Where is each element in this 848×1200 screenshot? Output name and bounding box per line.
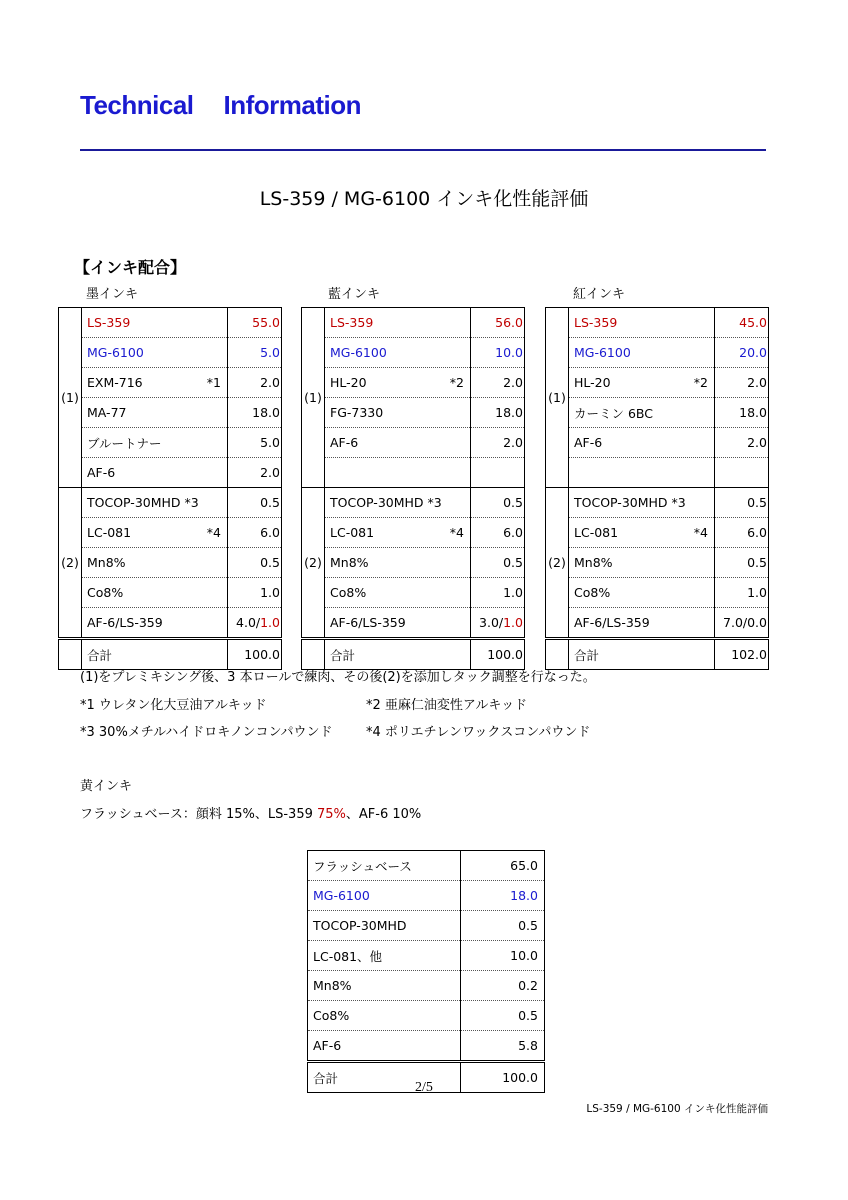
ingredient-cell <box>82 548 228 578</box>
group-label: (2) <box>302 488 325 639</box>
ingredient-value: 1.0 <box>471 578 525 608</box>
footnote-mark: *1 <box>206 375 221 390</box>
yellow-desc-highlight: 75% <box>317 807 346 822</box>
table-row <box>59 578 282 608</box>
ink-title-indigo: 藍インキ <box>328 287 381 302</box>
ingredient-value: 2.0 <box>715 428 769 458</box>
table-row <box>546 518 769 548</box>
group-label: (1) <box>59 308 82 488</box>
ingredient-name: Co8% <box>574 585 611 600</box>
ingredient-name: AF-6 <box>574 435 603 450</box>
footnote-mark: *4 <box>206 525 221 540</box>
total-row <box>546 639 769 670</box>
table-row <box>308 881 545 911</box>
ingredient-name: Co8% <box>87 585 124 600</box>
ingredient-name: MG-6100 <box>87 345 144 360</box>
value-part-b: 1.0 <box>260 615 280 630</box>
ingredient-cell <box>325 308 471 338</box>
yellow-ink-title: 黄インキ <box>80 779 133 794</box>
ingredient-name: HL-20 <box>574 375 611 390</box>
ingredient-value: 0.5 <box>471 548 525 578</box>
table-row <box>308 971 545 1001</box>
table-row <box>308 1001 545 1031</box>
table-row <box>302 458 525 488</box>
table-row <box>546 548 769 578</box>
ingredient-cell <box>82 608 228 639</box>
total-row <box>59 639 282 670</box>
ingredient-cell <box>569 578 715 608</box>
ingredient-value <box>715 608 769 639</box>
ingredient-value: 45.0 <box>715 308 769 338</box>
ingredient-name: MG-6100 <box>308 881 461 911</box>
ingredient-name: MG-6100 <box>574 345 631 360</box>
table-row <box>302 578 525 608</box>
ingredient-value: 18.0 <box>228 398 282 428</box>
table-row <box>546 308 769 338</box>
group-label <box>59 639 82 670</box>
ingredient-cell <box>569 398 715 428</box>
ingredient-name: AF-6 <box>87 465 116 480</box>
table-row <box>302 518 525 548</box>
footnote-mark: *2 <box>449 375 464 390</box>
footnote-mark: *2 <box>693 375 708 390</box>
ingredient-cell <box>325 458 471 488</box>
ink-table-0 <box>58 307 282 670</box>
ingredient-name: カーミン 6BC <box>574 405 654 421</box>
ink-title-black: 墨インキ <box>86 287 139 302</box>
ingredient-value: 0.5 <box>461 1001 545 1031</box>
group-label <box>546 639 569 670</box>
ingredient-cell <box>569 428 715 458</box>
ingredient-value: 0.5 <box>461 911 545 941</box>
ingredient-value: 0.5 <box>228 488 282 518</box>
ingredient-name: FG-7330 <box>330 405 384 420</box>
table-row <box>546 428 769 458</box>
ingredient-cell <box>82 518 228 548</box>
ingredient-value: 5.0 <box>228 338 282 368</box>
ingredient-value <box>715 458 769 488</box>
ingredient-name: TOCOP-30MHD *3 <box>87 495 199 510</box>
ingredient-value: 0.5 <box>715 548 769 578</box>
ingredient-cell <box>82 488 228 518</box>
ingredient-cell <box>82 368 228 398</box>
table-row <box>546 488 769 518</box>
page-footer: LS-359 / MG-6100 インキ化性能評価 <box>586 1103 768 1115</box>
ingredient-value: 0.5 <box>228 548 282 578</box>
ingredient-name: AF-6 <box>308 1031 461 1062</box>
table-row <box>59 548 282 578</box>
table-row <box>546 578 769 608</box>
ingredient-value: 0.5 <box>715 488 769 518</box>
table-row <box>59 398 282 428</box>
ingredient-name: LS-359 <box>330 315 374 330</box>
ingredient-cell <box>569 338 715 368</box>
ingredient-cell <box>569 458 715 488</box>
table-row <box>59 428 282 458</box>
ingredient-name: Mn8% <box>330 555 369 570</box>
ingredient-cell <box>325 488 471 518</box>
total-value: 100.0 <box>228 639 282 670</box>
table-row <box>302 338 525 368</box>
group-label: (2) <box>546 488 569 639</box>
footnote-mark: *4 <box>693 525 708 540</box>
ingredient-value <box>228 608 282 639</box>
table-row <box>59 518 282 548</box>
total-value: 102.0 <box>715 639 769 670</box>
ingredient-value: 18.0 <box>471 398 525 428</box>
ingredient-value: 18.0 <box>715 398 769 428</box>
ingredient-name: TOCOP-30MHD *3 <box>330 495 442 510</box>
ingredient-value: 20.0 <box>715 338 769 368</box>
group-label: (1) <box>302 308 325 488</box>
header-word-information: Information <box>223 90 362 120</box>
ingredient-cell <box>82 308 228 338</box>
table-row <box>308 1031 545 1062</box>
ingredient-name: AF-6 <box>330 435 359 450</box>
ingredient-value: 65.0 <box>461 851 545 881</box>
ingredient-value: 5.8 <box>461 1031 545 1062</box>
ingredient-cell <box>82 458 228 488</box>
footnote-1: *1 ウレタン化大豆油アルキッド <box>80 698 267 713</box>
ingredient-cell <box>82 338 228 368</box>
yellow-ink-table <box>307 850 545 1093</box>
table-row <box>302 608 525 639</box>
ingredient-value: 56.0 <box>471 308 525 338</box>
ingredient-value: 1.0 <box>715 578 769 608</box>
ingredient-name: LC-081 <box>330 525 375 540</box>
ingredient-value: 0.2 <box>461 971 545 1001</box>
ingredient-cell <box>325 578 471 608</box>
ingredient-name: AF-6/LS-359 <box>574 615 650 630</box>
ingredient-cell <box>569 488 715 518</box>
total-value: 100.0 <box>471 639 525 670</box>
value-part-a: 4.0/ <box>236 615 261 630</box>
table-row <box>546 608 769 639</box>
ingredient-name: フラッシュベース <box>308 851 461 881</box>
ingredient-name: Mn8% <box>308 971 461 1001</box>
value-part-b: 1.0 <box>503 615 523 630</box>
ingredient-name: ブルートナー <box>87 435 162 451</box>
ingredient-name: LC-081 <box>574 525 619 540</box>
ingredient-cell <box>82 428 228 458</box>
footnote-4: *4 ポリエチレンワックスコンパウンド <box>366 725 591 740</box>
ingredient-value: 2.0 <box>471 368 525 398</box>
value-part-a: 3.0/ <box>479 615 504 630</box>
table-row <box>59 338 282 368</box>
ingredient-value: 0.5 <box>471 488 525 518</box>
ingredient-name: HL-20 <box>330 375 367 390</box>
ingredient-value <box>471 608 525 639</box>
total-label: 合計 <box>82 639 228 670</box>
header-rule <box>80 149 766 151</box>
table-row <box>59 458 282 488</box>
ink-table-1 <box>301 307 525 670</box>
ingredient-name: LS-359 <box>87 315 131 330</box>
ingredient-name: TOCOP-30MHD *3 <box>574 495 686 510</box>
ingredient-cell <box>569 548 715 578</box>
ingredient-name: Mn8% <box>87 555 126 570</box>
footnote-mark: *4 <box>449 525 464 540</box>
table-row <box>546 458 769 488</box>
ingredient-value: 10.0 <box>461 941 545 971</box>
total-row <box>302 639 525 670</box>
ingredient-name: EXM-716 <box>87 375 143 390</box>
table-row <box>59 368 282 398</box>
ingredient-value: 2.0 <box>228 368 282 398</box>
ingredient-value: 5.0 <box>228 428 282 458</box>
table-row <box>59 308 282 338</box>
section-heading: 【インキ配合】 <box>74 258 187 277</box>
ingredient-cell <box>82 398 228 428</box>
ingredient-cell <box>569 308 715 338</box>
table-row <box>302 398 525 428</box>
ingredient-name: Co8% <box>308 1001 461 1031</box>
ingredient-cell <box>325 518 471 548</box>
process-note: (1)をプレミキシング後、3 本ロールで練肉、その後(2)を添加しタック調整を行なった。 <box>80 670 596 685</box>
table-row <box>302 368 525 398</box>
table-row <box>308 911 545 941</box>
ingredient-value: 18.0 <box>461 881 545 911</box>
table-row <box>302 308 525 338</box>
page-number: 2/5 <box>415 1080 433 1095</box>
ingredient-name: LC-081、他 <box>308 941 461 971</box>
ingredient-cell <box>325 428 471 458</box>
ingredient-value <box>471 458 525 488</box>
total-label: 合計 <box>569 639 715 670</box>
ingredient-value: 10.0 <box>471 338 525 368</box>
ingredient-cell <box>325 608 471 639</box>
footnote-3: *3 30%メチルハイドロキノンコンパウンド <box>80 725 333 740</box>
ingredient-name: Co8% <box>330 585 367 600</box>
value-part-a: 7.0/0.0 <box>723 615 767 630</box>
table-row <box>546 368 769 398</box>
total-label: 合計 <box>325 639 471 670</box>
header-word-technical: Technical <box>80 90 194 120</box>
table-row <box>308 851 545 881</box>
ink-table-2 <box>545 307 769 670</box>
table-row <box>546 398 769 428</box>
ingredient-cell <box>325 548 471 578</box>
yellow-desc-part-c: 、AF-6 10% <box>345 807 422 822</box>
footnote-2: *2 亜麻仁油変性アルキッド <box>366 698 528 713</box>
ingredient-name: AF-6/LS-359 <box>87 615 163 630</box>
ingredient-cell <box>82 578 228 608</box>
ingredient-name: LS-359 <box>574 315 618 330</box>
table-row <box>302 548 525 578</box>
table-row <box>546 338 769 368</box>
ingredient-value: 2.0 <box>715 368 769 398</box>
ingredient-value: 6.0 <box>471 518 525 548</box>
group-label: (2) <box>59 488 82 639</box>
ingredient-cell <box>569 608 715 639</box>
table-row <box>308 941 545 971</box>
ink-title-red: 紅インキ <box>573 287 626 302</box>
ingredient-cell <box>569 368 715 398</box>
ingredient-name: MA-77 <box>87 405 127 420</box>
ingredient-value: 6.0 <box>715 518 769 548</box>
group-label: (1) <box>546 308 569 488</box>
table-row <box>59 608 282 639</box>
table-row <box>59 488 282 518</box>
ingredient-name: Mn8% <box>574 555 613 570</box>
group-label <box>302 639 325 670</box>
doc-title: LS-359 / MG-6100 インキ化性能評価 <box>259 188 589 210</box>
ingredient-cell <box>325 398 471 428</box>
ingredient-value: 55.0 <box>228 308 282 338</box>
yellow-ink-desc <box>80 803 421 822</box>
ingredient-name: MG-6100 <box>330 345 387 360</box>
total-label: 合計 <box>308 1062 461 1093</box>
header-title <box>80 90 391 121</box>
ingredient-value: 2.0 <box>471 428 525 458</box>
ingredient-name: AF-6/LS-359 <box>330 615 406 630</box>
ingredient-value: 2.0 <box>228 458 282 488</box>
ingredient-name: LC-081 <box>87 525 132 540</box>
yellow-desc-part-a: フラッシュベース：顔料 15%、LS-359 <box>80 807 317 822</box>
ingredient-value: 6.0 <box>228 518 282 548</box>
ingredient-cell <box>325 338 471 368</box>
ingredient-value: 1.0 <box>228 578 282 608</box>
table-row <box>302 488 525 518</box>
total-value: 100.0 <box>461 1062 545 1093</box>
table-row <box>302 428 525 458</box>
ingredient-cell <box>569 518 715 548</box>
ingredient-name: TOCOP-30MHD <box>308 911 461 941</box>
ingredient-cell <box>325 368 471 398</box>
